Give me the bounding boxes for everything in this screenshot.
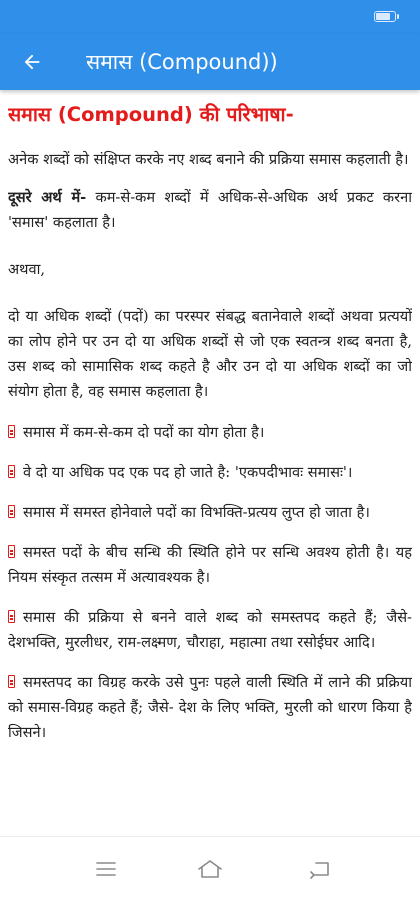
definition-paragraph: अनेक शब्दों को संक्षिप्त करके नए शब्द बनाने की प्रक्रिया समास कहलाती है। bbox=[8, 151, 409, 168]
status-bar bbox=[0, 0, 420, 34]
nav-menu-button[interactable] bbox=[76, 851, 136, 887]
second-meaning-text: कम-से-कम शब्दों में अधिक-से-अधिक अर्थ प्रकट करना 'समास' कहलाता है। bbox=[8, 189, 412, 231]
menu-icon bbox=[95, 860, 117, 878]
system-nav-bar bbox=[0, 836, 420, 901]
list-item: समास की प्रक्रिया से बनने वाले शब्द को समस्तपद कहते हैं; जैसे- देशभक्ति, मुरलीधर, राम-लक्ष्मण, चौराहा, महात्मा तथा रसोईघर आदि। bbox=[8, 609, 412, 651]
article-content[interactable] bbox=[8, 92, 412, 834]
back-button[interactable] bbox=[10, 42, 54, 82]
section-heading: समास (Compound) की परिभाषा- bbox=[8, 103, 294, 126]
bullet-marker-icon bbox=[8, 505, 15, 518]
bullet-marker-icon bbox=[8, 610, 15, 623]
list-item: समस्तपद का विग्रह करके उसे पुनः पहले वाली स्थिति में लाने की प्रक्रिया को समास-विग्रह कहते हैं; जैसे- देश के लिए भक्ति, मुरली को धारण किया है जिसने। bbox=[8, 674, 412, 741]
battery-icon bbox=[374, 11, 396, 22]
second-meaning-label: दूसरे अर्थ में- bbox=[8, 189, 87, 206]
nav-back-button[interactable] bbox=[290, 851, 350, 887]
nav-home-button[interactable] bbox=[180, 851, 240, 887]
home-icon bbox=[196, 858, 224, 880]
alternate-definition-paragraph: दो या अधिक शब्दों (पदों) का परस्पर संबद्ध बतानेवाले शब्दों अथवा प्रत्ययों का लोप होने पर उन दो या अधिक शब्दों से जो एक स्वतन्त्र शब्द बनता है, उस शब्द को सामासिक शब्द कहते है और उन दो या अधिक शब्दों का जो संयोग होता है, वह समास कहलाता है। bbox=[8, 308, 412, 400]
or-paragraph: अथवा, bbox=[8, 261, 46, 278]
back-icon bbox=[308, 859, 332, 879]
list-item: समस्त पदों के बीच सन्धि की स्थिति होने पर सन्धि अवश्य होती है। यह नियम संस्कृत तत्सम में अत्यावश्यक है। bbox=[8, 544, 412, 586]
bullet-marker-icon bbox=[8, 465, 15, 478]
second-meaning-paragraph bbox=[8, 185, 412, 235]
app-bar bbox=[0, 34, 420, 90]
arrow-left-icon bbox=[21, 51, 43, 73]
list-item: समास में कम-से-कम दो पदों का योग होता है। bbox=[8, 420, 412, 445]
list-item: समास में समस्त होनेवाले पदों का विभक्ति-प्रत्यय लुप्त हो जाता है। bbox=[8, 500, 412, 525]
list-item: वे दो या अधिक पद एक पद हो जाते है: 'एकपदीभावः समासः'। bbox=[8, 460, 412, 485]
page-title: समास (Compound)) bbox=[86, 50, 278, 74]
bullet-marker-icon bbox=[8, 675, 15, 688]
bullet-marker-icon bbox=[8, 545, 15, 558]
bullet-marker-icon bbox=[8, 425, 15, 438]
battery-level bbox=[376, 13, 390, 20]
